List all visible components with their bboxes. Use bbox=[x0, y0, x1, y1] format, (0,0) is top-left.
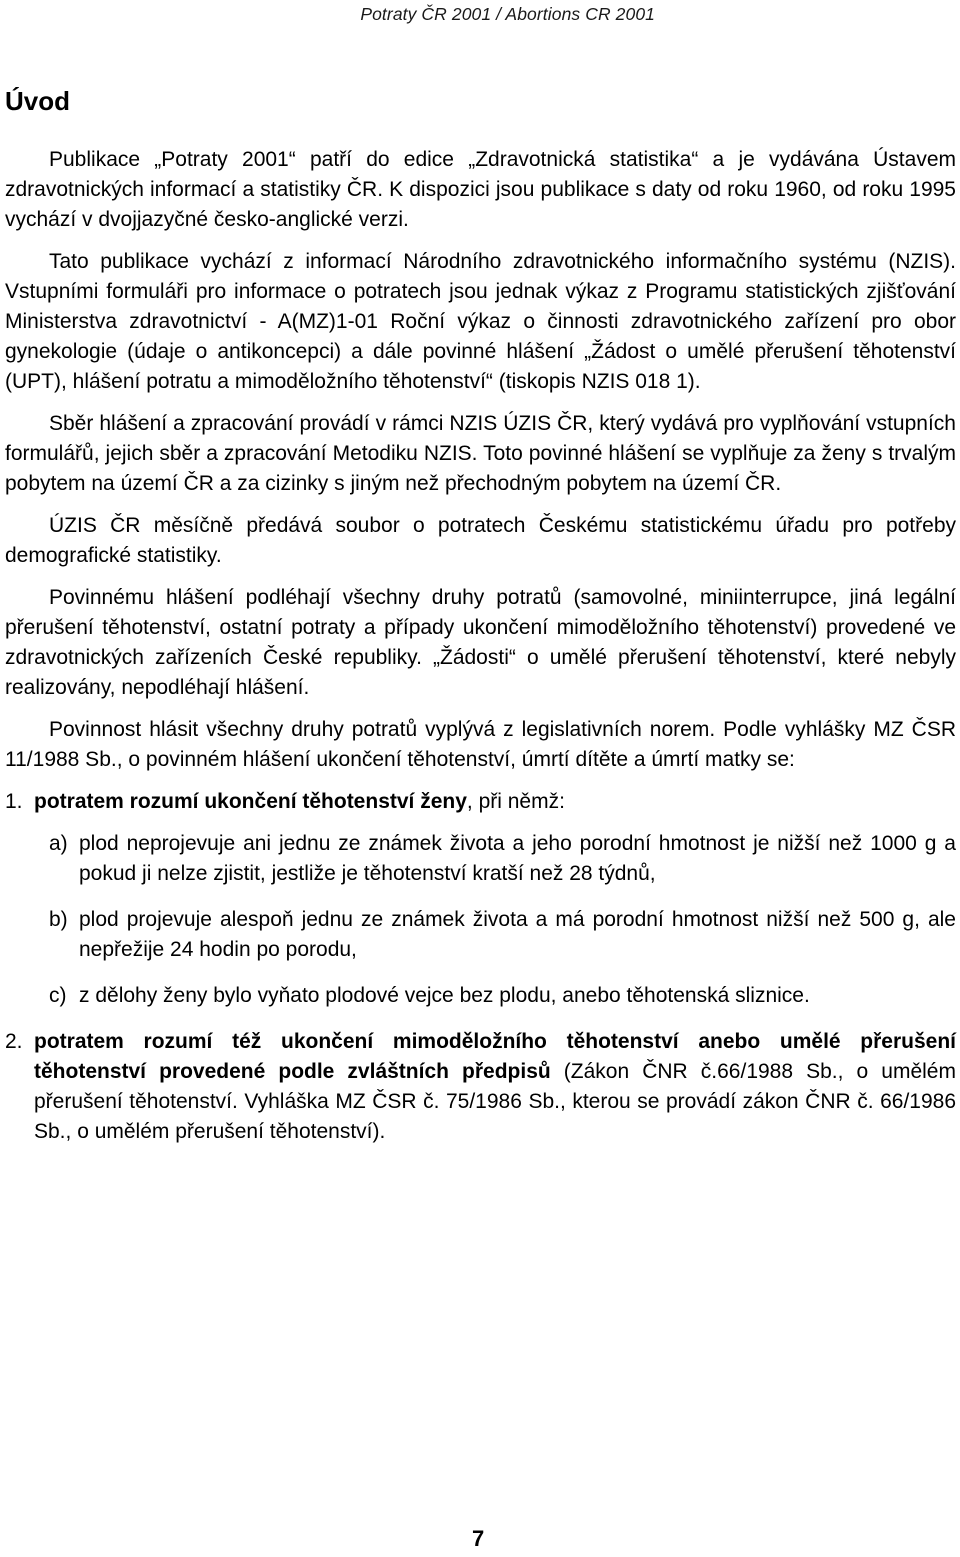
subitem-letter: a) bbox=[49, 832, 68, 855]
definition-subitem-c bbox=[5, 981, 956, 1011]
definition-number: 2. bbox=[5, 1030, 23, 1053]
section-title: Úvod bbox=[5, 86, 70, 116]
running-header: Potraty ČR 2001 / Abortions CR 2001 bbox=[360, 4, 655, 24]
definition-rest: , při němž: bbox=[466, 790, 565, 813]
subitem-text: z dělohy ženy bylo vyňato plodové vejce bez plodu, anebo těhotenská sliznice. bbox=[79, 984, 810, 1007]
paragraph-nzis-sources: Tato publikace vychází z informací Národního zdravotnického informačního systému (NZIS). Vstupními formuláři pro informace o potratech jsou jednak výkaz z Programu statistických zjišťování Ministerstva zdravotnictví - A(MZ)1-01 Roční výkaz o činnosti zdravotnického zařízení pro obor gynekologie (údaje o antikoncepci) a dále povinné hlášení „Žádost o umělé přerušení těhotenství (UPT), hlášení potratu a mimoděložního těhotenství“ (tiskopis NZIS 018 1). bbox=[5, 250, 956, 393]
subitem-text: plod projevuje alespoň jednu ze známek života a má porodní hmotnost nižší než 500 g, ale nepřežije 24 hodin po porodu, bbox=[79, 908, 956, 961]
definition-text bbox=[34, 1027, 956, 1147]
page-number: 7 bbox=[472, 1526, 485, 1551]
definition-text bbox=[34, 787, 956, 817]
paragraph-czso-transfer: ÚZIS ČR měsíčně předává soubor o potratech Českému statistickému úřadu pro potřeby demografické statistiky. bbox=[5, 514, 956, 567]
definition-bold-term: potratem rozumí též ukončení mimoděložního těhotenství anebo umělé přerušení těhotenství provedené podle zvláštních předpisů bbox=[34, 1030, 956, 1083]
paragraph-collection: Sběr hlášení a zpracování provádí v rámci NZIS ÚZIS ČR, který vydává pro vyplňování vstupních formulářů, jejich sběr a zpracování Metodiku NZIS. Toto povinné hlášení se vyplňuje za ženy s trvalým pobytem na území ČR a za cizinky s jiným než přechodným pobytem na území ČR. bbox=[5, 412, 956, 495]
subitem-text: plod neprojevuje ani jednu ze známek života a jeho porodní hmotnost je nižší než 1000 g a pokud ji nelze zjistit, jestliže je těhotenství kratší než 28 týdnů, bbox=[79, 832, 956, 885]
paragraph-reporting-scope: Povinnému hlášení podléhají všechny druhy potratů (samovolné, miniinterrupce, jiná legální přerušení těhotenství, ostatní potraty a případy ukončení mimoděložního těhotenství) provedené ve zdravotnických zařízeních České republiky. „Žádosti“ o umělé přerušení těhotenství, které nebyly realizovány, nepodléhají hlášení. bbox=[5, 586, 956, 699]
definition-item-2 bbox=[5, 1027, 956, 1147]
subitem-letter: b) bbox=[49, 908, 68, 931]
paragraph-legislation: Povinnost hlásit všechny druhy potratů vyplývá z legislativních norem. Podle vyhlášky MZ ČSR 11/1988 Sb., o povinném hlášení ukončení těhotenství, úmrtí dítěte a úmrtí matky se: bbox=[5, 718, 956, 771]
definition-subitem-b bbox=[5, 905, 956, 965]
definition-number: 1. bbox=[5, 790, 23, 813]
subitem-letter: c) bbox=[49, 984, 67, 1007]
definition-item-1 bbox=[5, 787, 956, 817]
paragraph-publication: Publikace „Potraty 2001“ patří do edice „Zdravotnická statistika“ a je vydávána Ústavem zdravotnických informací a statistiky ČR. K dispozici jsou publikace s daty od roku 1960, od roku 1995 vychází v dvojjazyčné česko-anglické verzi. bbox=[5, 148, 956, 231]
definition-subitem-a bbox=[5, 829, 956, 889]
document-body bbox=[5, 145, 956, 1159]
definition-bold-term: potratem rozumí ukončení těhotenství ženy bbox=[34, 790, 467, 813]
definition-rest: (Zákon ČNR č.66/1988 Sb., o umělém přerušení těhotenství. Vyhláška MZ ČSR č. 75/1986 Sb., kterou se provádí zákon ČNR č. 66/1986 Sb., o umělém přerušení těhotenství). bbox=[34, 1060, 956, 1143]
